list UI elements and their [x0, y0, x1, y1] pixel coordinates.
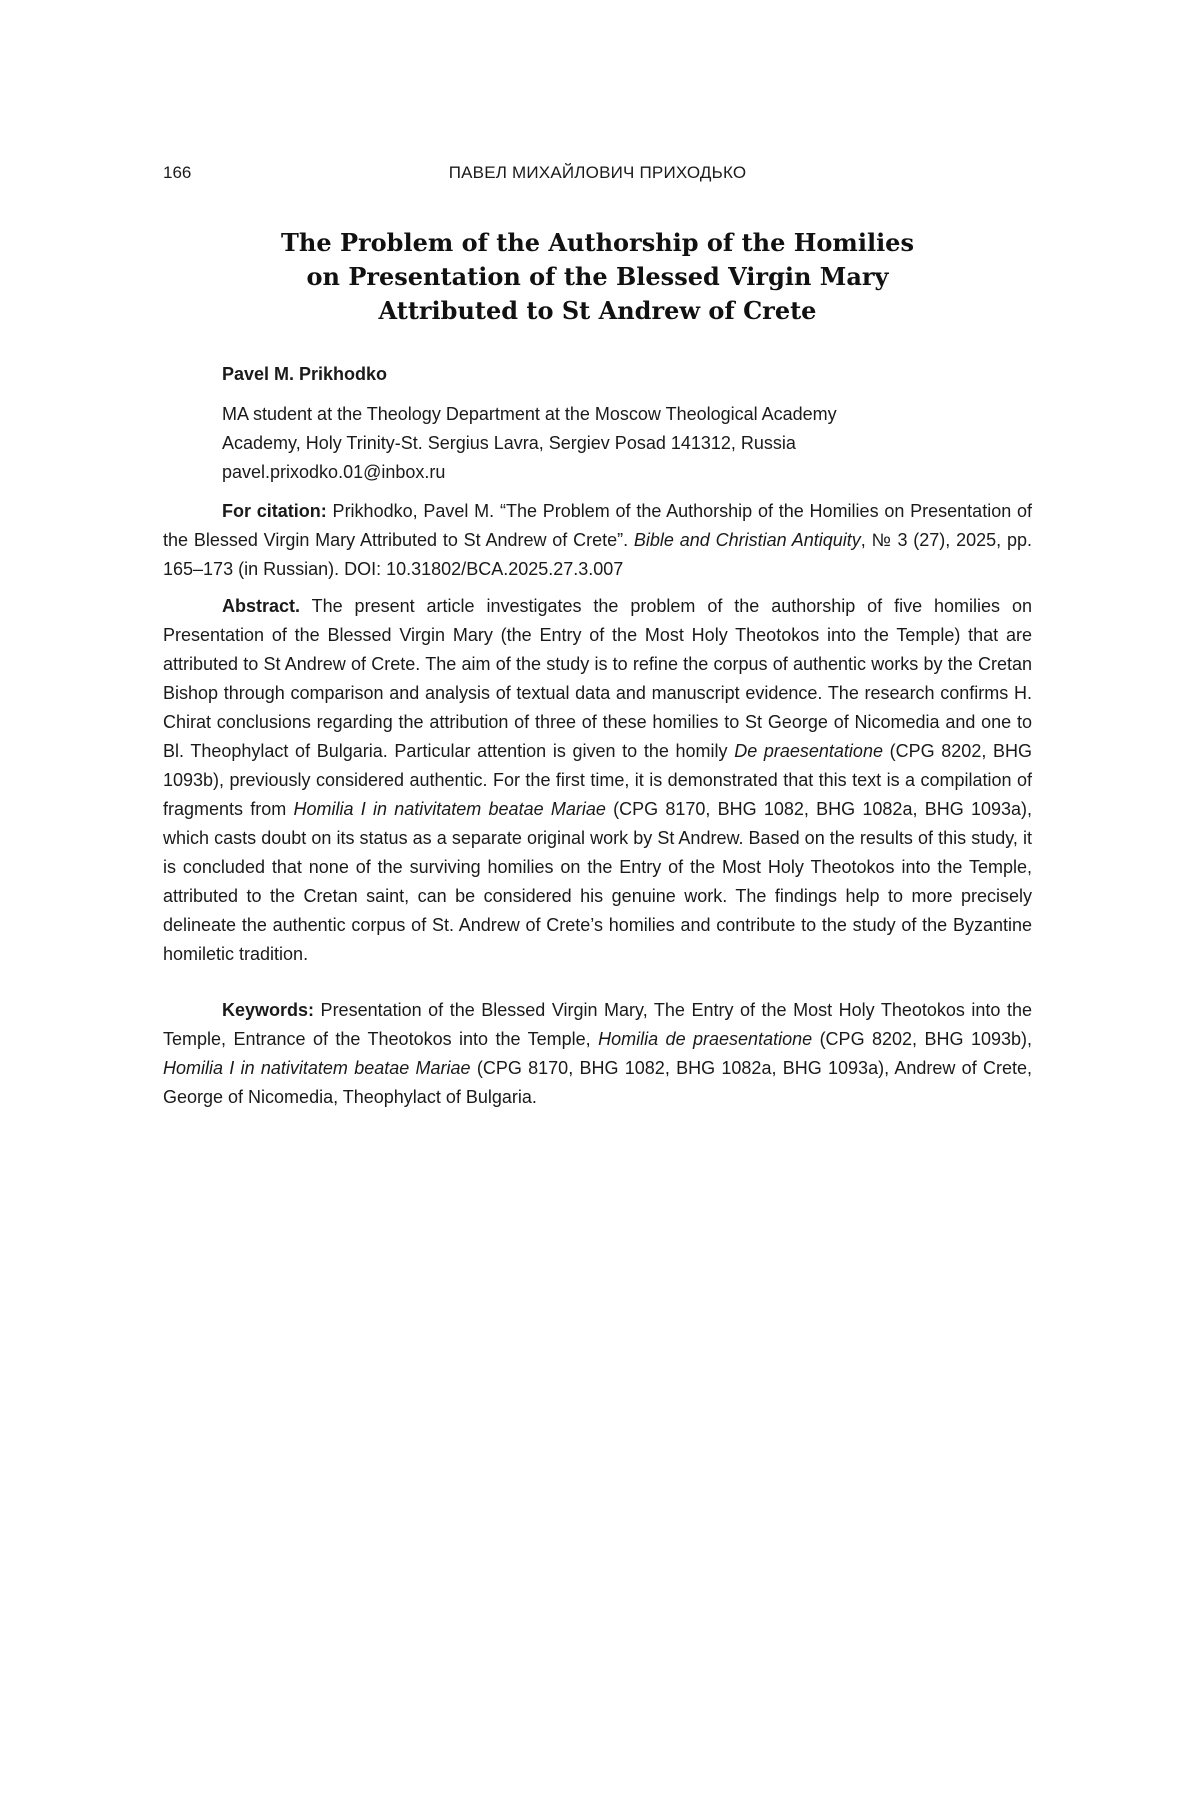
abstract-label: Abstract.: [222, 596, 301, 616]
keywords-text: (CPG 8170, BHG 1082, BHG 1082a, BHG 1093a), Andrew of Crete, George of Nicomedia, Theophylact of Bulgaria.: [163, 1058, 1033, 1107]
abstract-paragraph: [163, 592, 1032, 969]
affiliation-line: MA student at the Theology Department at the Moscow Theological Academy: [222, 404, 837, 424]
abstract-text: (CPG 8170, BHG 1082, BHG 1082a, BHG 1093a), which casts doubt on its status as a separate original work by St Andrew. Based on the results of this study, it is concluded that none of the surviving homilies on the Entry of the Most Holy Theotokos into the Temple, attributed to the Cretan saint, can be considered his genuine work. The findings help to more precisely delineate the authentic corpus of St. Andrew of Crete’s homilies and contribute to the study of the Byzantine homiletic tradition.: [163, 799, 1032, 964]
author-affiliation: [222, 400, 1022, 487]
citation-paragraph: [163, 497, 1032, 584]
article-title-line: on Presentation of the Blessed Virgin Mary: [306, 262, 889, 291]
citation-text: Prikhodko, Pavel M. “The Problem of the Authorship of the Homilies on Presentation of the Blessed Virgin Mary Attributed to St Andrew of Crete”.: [163, 501, 1032, 550]
article-title-line: Attributed to St Andrew of Crete: [378, 296, 817, 325]
citation-details: , № 3 (27), 2025, pp. 165–173 (in Russian). DOI: 10.31802/BCA.2025.27.3.007: [163, 530, 1032, 579]
keywords-text: (CPG 8202, BHG 1093b),: [812, 1029, 1032, 1049]
abstract-text: The present article investigates the problem of the authorship of five homilies on Presentation of the Blessed Virgin Mary (the Entry of the Most Holy Theotokos into the Temple) that are attributed to St Andrew of Crete. The aim of the study is to refine the corpus of authentic works by the Cretan Bishop through comparison and analysis of textual data and manuscript evidence. The research confirms H. Chirat conclusions regarding the attribution of three of these homilies to St George of Nicomedia and one to Bl. Theophylact of Bulgaria. Particular attention is given to the homily: [163, 596, 1032, 761]
abstract-block: [163, 592, 1032, 969]
affiliation-line: Academy, Holy Trinity-St. Sergius Lavra, Sergiev Posad 141312, Russia: [222, 433, 796, 453]
keywords-work-title: Homilia de praesentatione: [598, 1029, 813, 1049]
page-number: 166: [163, 163, 192, 182]
author-name: Pavel M. Prikhodko: [222, 364, 388, 384]
article-title: [163, 226, 1032, 328]
abstract-work-title: De praesentatione: [734, 741, 883, 761]
journal-title: Bible and Christian Antiquity: [633, 530, 861, 550]
keywords-block: [163, 996, 1032, 1112]
keywords-text: Presentation of the Blessed Virgin Mary, The Entry of the Most Holy Theotokos into the Temple, Entrance of the Theotokos into the Temple,: [163, 1000, 1032, 1049]
running-title: ПАВЕЛ МИХАЙЛОВИЧ ПРИХОДЬКО: [448, 163, 747, 182]
citation-block: [163, 497, 1032, 584]
keywords-label: Keywords:: [222, 1000, 315, 1020]
keywords-work-title: Homilia I in nativitatem beatae Mariae: [163, 1058, 471, 1078]
article-title-line: The Problem of the Authorship of the Homilies: [281, 228, 914, 257]
running-header: [163, 162, 1032, 184]
abstract-work-title: Homilia I in nativitatem beatae Mariae: [293, 799, 606, 819]
author-email: pavel.prixodko.01@inbox.ru: [222, 462, 446, 482]
abstract-text: (CPG 8202, BHG 1093b), previously considered authentic. For the first time, it is demonstrated that this text is a compilation of fragments from: [163, 741, 1032, 819]
citation-label: For citation:: [222, 501, 327, 521]
keywords-paragraph: [163, 996, 1032, 1112]
